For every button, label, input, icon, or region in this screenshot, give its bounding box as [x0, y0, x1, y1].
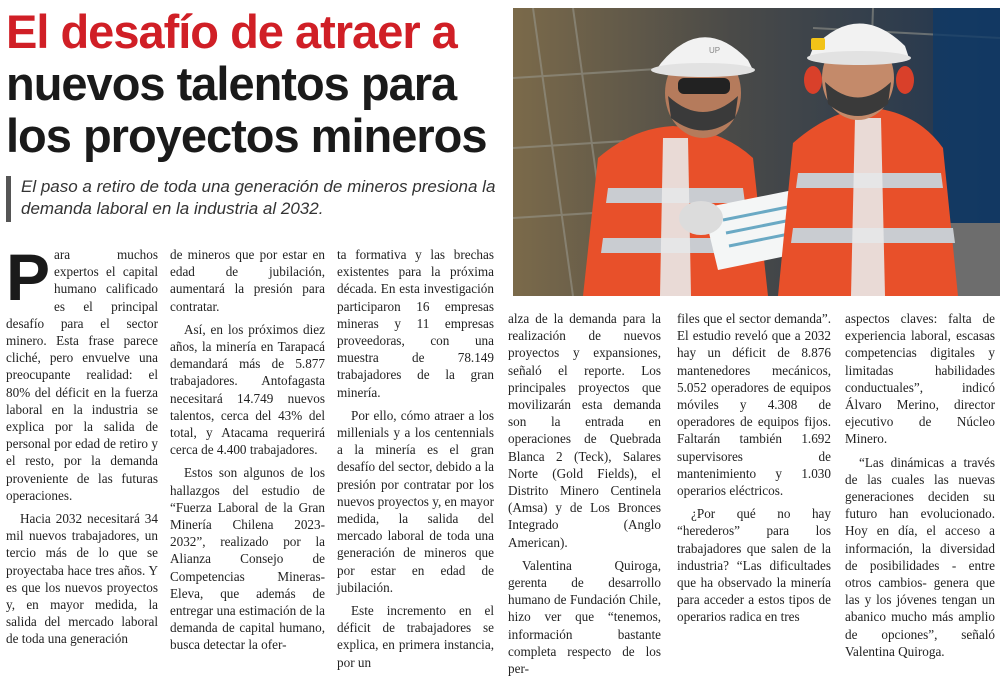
paragraph-14: “Las dinámicas a través de las cuales las nuevas generaciones deciden su futuro han evolucionado. Hoy en día, el acceso a información, la diversidad de posibilidades - entre otros cambios- genera que las y los jóvenes tengan un abanico mucho más amplio de opciones”, señaló Valentina Quiroga.	[845, 454, 995, 659]
paragraph-11: files que el sector demanda”. El estudio reveló que a 2032 hay un déficit de 8.876 mantenedores mecánicos, 5.052 operadores de equipos móviles y 4.308 de operadores de equipos fijos. Faltarán también 1.692 supervisores de mantenimiento y 1.030 operarios eléctricos.	[677, 311, 831, 499]
paragraph-5: Estos son algunos de los hallazgos del estudio de “Fuerza Laboral de la Gran Minería Chilena 2023-2032”, realizado por la Alianza Consejo de Competencias Mineras-Eleva, que además de entregar una estimación de la demanda de capital humano, busca detectar la ofer-	[170, 465, 325, 653]
article-column-3	[337, 246, 494, 671]
article-photo	[513, 8, 1000, 296]
paragraph-7: Por ello, cómo atraer a los millenials y a los centennials a la minería es el gran desafío del sector, debido a la presión por contratar por los nuevos proyectos y, en mayor medida, la salida del mercado laboral de toda una generación de mineros que por estar en edad de jubilación.	[337, 407, 494, 595]
paragraph-8: Este incremento en el déficit de trabajadores se explica, en primera instancia, por un	[337, 603, 494, 670]
paragraph-9: alza de la demanda para la realización de nuevos proyectos y expansiones, señaló el reporte. Los principales proyectos que movilizarán esta demanda son la entrada en operaciones de Quebrada Blanca 2 (Teck), Salares Norte (Gold Fields), el Distrito Minero Centinela (Amsa) y de Los Bronces Integrado (Anglo American).	[508, 311, 661, 550]
headline-line-2: nuevos talentos para	[6, 57, 457, 110]
article-column-1	[6, 240, 158, 648]
paragraph-1-text: ara muchos expertos el capital humano calificado es el principal desafío para el sector minero. Esta frase parece cliché, pero envuelve una preocupante realidad: el 80% del déficit en la fuerza laboral en la industria se explica por la salida de personal por edad de retiro y el resto, por la demanda proveniente de las futuras operaciones.	[6, 247, 158, 503]
article-column-4	[508, 310, 661, 677]
paragraph-13: aspectos claves: falta de experiencia laboral, escasas competencias digitales y limitadas habilidades conductuales”, indicó Álvaro Merino, director ejecutivo de Núcleo Minero.	[845, 311, 995, 447]
headline-line-1: El desafío de atraer a	[6, 5, 457, 58]
paragraph-12: ¿Por qué no hay “herederos” para los trabajadores que salen de la industria? “Las dificultades que ha observado la minería para acceder a estos tipos de operarios radica en tres	[677, 506, 831, 625]
paragraph-1	[6, 240, 158, 504]
paragraph-10: Valentina Quiroga, gerenta de desarrollo humano de Fundación Chile, hizo ver que “tenemos, información bastante completa respecto de los per-	[508, 557, 661, 677]
headline-line-3: los proyectos mineros	[6, 109, 487, 162]
paragraph-6: ta formativa y las brechas existentes para la próxima década. En esta investigación participaron 16 empresas mineras y 11 empresas proveedoras, con una muestra de 78.149 trabajadores de la gran minería.	[337, 247, 494, 400]
paragraph-3: de mineros que por estar en edad de jubilación, aumentará la presión para contratar.	[170, 247, 325, 314]
headline	[6, 6, 506, 162]
deck-subtitle: El paso a retiro de toda una generación de mineros presiona la demanda laboral en la industria al 2032.	[6, 176, 496, 222]
dropcap: P	[6, 240, 51, 314]
article-column-5	[677, 310, 831, 626]
miners-illustration	[513, 8, 1000, 296]
paragraph-4: Así, en los próximos diez años, la minería en Tarapacá demandará más de 5.877 trabajadores. Antofagasta necesitará 14.749 nuevos talentos, cerca del 43% del total, y Atacama requerirá cerca de 4.400 trabajadores.	[170, 321, 325, 458]
article-column-6	[845, 310, 995, 660]
paragraph-2: Hacia 2032 necesitará 34 mil nuevos trabajadores, un tercio más de lo que se proyectaba hace tres años. Y es que los nuevos proyectos y, en mayor medida, la salida del mercado laboral de toda una generación	[6, 511, 158, 647]
helmet-text: UP	[709, 46, 721, 55]
article-column-2	[170, 246, 325, 654]
